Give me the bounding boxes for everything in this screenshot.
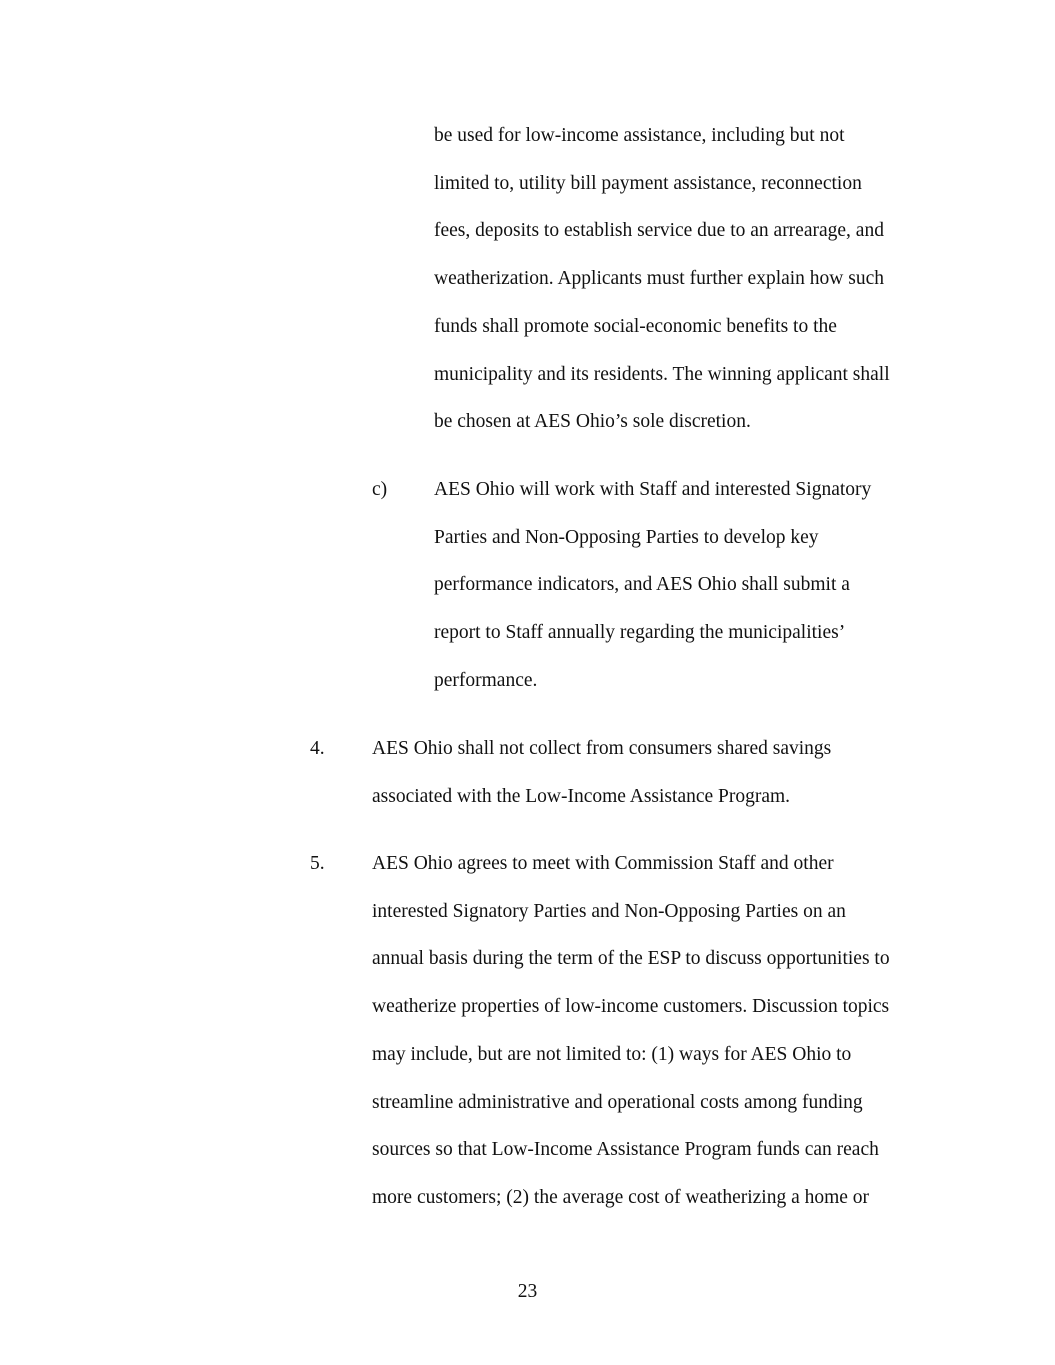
text-line: report to Staff annually regarding the municipalities’ bbox=[434, 622, 846, 644]
item-4-paragraph bbox=[372, 725, 831, 820]
text-line: may include, but are not limited to: (1) ways for AES Ohio to bbox=[372, 1043, 852, 1065]
text-line: sources so that Low-Income Assistance Program funds can reach bbox=[372, 1139, 879, 1161]
text-line: be chosen at AES Ohio’s sole discretion. bbox=[434, 411, 751, 433]
text-line: AES Ohio agrees to meet with Commission Staff and other bbox=[372, 853, 834, 874]
text-line: Parties and Non-Opposing Parties to develop key bbox=[434, 526, 819, 548]
text-line: annual basis during the term of the ESP to discuss opportunities to bbox=[372, 948, 890, 970]
item-c-label: c) bbox=[372, 479, 388, 500]
text-line: AES Ohio shall not collect from consumers shared savings bbox=[372, 738, 832, 759]
item-5-label: 5. bbox=[310, 853, 325, 874]
item-c-paragraph bbox=[434, 466, 871, 705]
text-line: weatherize properties of low-income customers. Discussion topics bbox=[372, 996, 890, 1018]
text-line: associated with the Low-Income Assistance Program. bbox=[372, 785, 791, 807]
page-number: 23 bbox=[517, 1281, 538, 1302]
text-line: municipality and its residents. The winning applicant shall bbox=[434, 363, 890, 385]
item-4-label: 4. bbox=[310, 738, 325, 759]
text-line: be used for low-income assistance, including but not bbox=[434, 125, 845, 146]
text-line: performance indicators, and AES Ohio shall submit a bbox=[434, 574, 850, 596]
text-line: performance. bbox=[434, 669, 538, 691]
text-line: funds shall promote social-economic benefits to the bbox=[434, 315, 837, 337]
text-line: more customers; (2) the average cost of weatherizing a home or bbox=[372, 1186, 870, 1208]
text-line: weatherization. Applicants must further explain how such bbox=[434, 268, 885, 290]
text-line: fees, deposits to establish service due to an arrearage, and bbox=[434, 220, 884, 242]
intro-paragraph bbox=[434, 112, 890, 446]
text-line: limited to, utility bill payment assistance, reconnection bbox=[434, 172, 862, 194]
item-5-paragraph bbox=[372, 840, 890, 1222]
text-line: interested Signatory Parties and Non-Opposing Parties on an bbox=[372, 900, 846, 922]
text-line: streamline administrative and operational costs among funding bbox=[372, 1091, 863, 1113]
text-line: AES Ohio will work with Staff and interested Signatory bbox=[434, 479, 872, 500]
